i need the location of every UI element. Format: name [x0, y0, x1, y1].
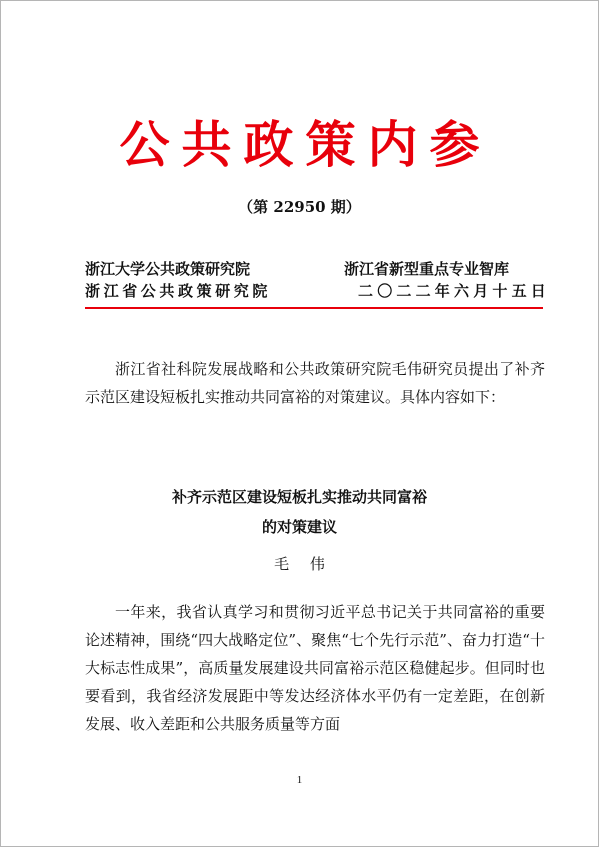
issue-number: （第 22950 期）: [238, 198, 361, 216]
header-divider: [85, 307, 543, 309]
issue-date: 二〇二二年六月十五日: [358, 282, 551, 300]
org-name-zj: 浙江省公共政策研究院: [85, 282, 272, 300]
think-tank-label: 浙江省新型重点专业智库: [344, 260, 510, 278]
page-number: 1: [296, 774, 303, 786]
intro-paragraph: 浙江省社科院发展战略和公共政策研究院毛伟研究员提出了补齐示范区建设短板扎实推动共同富裕的对策建议。具体内容如下：: [85, 360, 545, 406]
body-paragraph: 一年来，我省认真学习和贯彻习近平总书记关于共同富裕的重要论述精神，围绕“四大战略定位”、聚焦“七个先行示范”、奋力打造“十大标志性成果”，高质量发展建设共同富裕示范区稳健起步。但同时也要看到，我省经济发展距中等发达经济体水平仍有一定差距，在创新发展、收入差距和公共服务质量等方面: [85, 603, 545, 733]
article-author: 毛 伟: [274, 555, 333, 573]
masthead-title: 公共政策内参: [119, 115, 492, 174]
org-name-zju: 浙江大学公共政策研究院: [85, 260, 251, 278]
article-title-line-2: 的对策建议: [261, 518, 337, 536]
article-title-line-1: 补齐示范区建设短板扎实推动共同富裕: [171, 488, 427, 506]
